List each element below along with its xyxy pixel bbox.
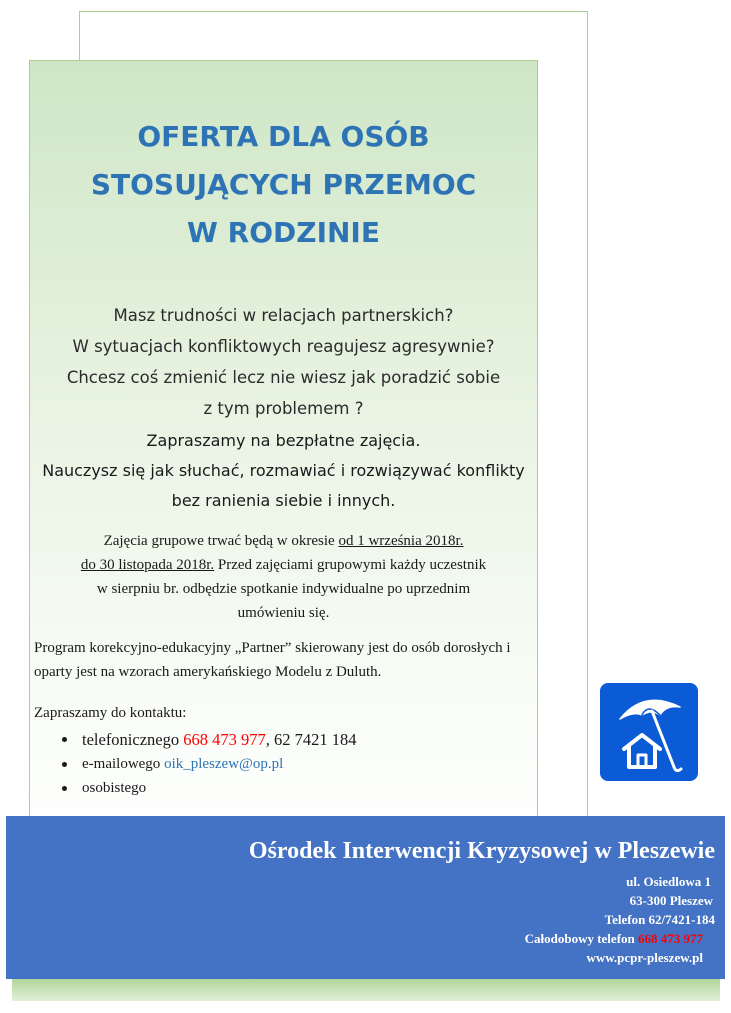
title-line-3: W RODZINIE bbox=[187, 216, 380, 249]
invitation-text bbox=[34, 426, 533, 516]
intro-line-2: W sytuacjach konfliktowych reagujesz agresywnie? bbox=[72, 337, 495, 356]
schedule-paragraph bbox=[34, 529, 533, 625]
organization-name: Ośrodek Interwencji Kryzysowej w Pleszewie bbox=[248, 838, 715, 864]
title-line-2: STOSUJĄCYCH PRZEMOC bbox=[90, 168, 477, 201]
contact-phone-item bbox=[34, 727, 534, 752]
invite-line-2: Nauczysz się jak słuchać, rozmawiać i rozwiązywać konflikty bbox=[42, 461, 525, 480]
intro-line-3: Chcesz coś zmienić lecz nie wiesz jak poradzić sobie bbox=[66, 368, 501, 387]
phone-label: telefonicznego bbox=[82, 730, 184, 749]
title-line-1: OFERTA DLA OSÓB bbox=[137, 120, 430, 153]
schedule-date-to: do 30 listopada 2018r. bbox=[80, 557, 215, 573]
intro-questions bbox=[29, 300, 538, 424]
schedule-text-4: umówieniu się. bbox=[237, 605, 330, 621]
phone-secondary-number[interactable]: 62 7421 184 bbox=[274, 730, 357, 749]
umbrella-house-icon bbox=[600, 683, 698, 781]
contact-list bbox=[34, 727, 534, 800]
invite-line-1: Zapraszamy na bezpłatne zajęcia. bbox=[146, 431, 421, 450]
footer-banner bbox=[6, 816, 725, 979]
footer-address bbox=[525, 872, 715, 967]
email-label: e-mailowego bbox=[82, 756, 165, 772]
invite-line-3: bez ranienia siebie i innych. bbox=[171, 491, 396, 510]
address-city: 63-300 Pleszew bbox=[629, 893, 713, 908]
intro-line-1: Masz trudności w relacjach partnerskich? bbox=[113, 306, 454, 325]
address-street: ul. Osiedlowa 1 bbox=[626, 874, 711, 889]
phone-primary-number[interactable]: 668 473 977 bbox=[183, 730, 266, 749]
footer-website[interactable]: www.pcpr-pleszew.pl bbox=[586, 950, 703, 965]
footer-phone: Telefon 62/7421-184 bbox=[604, 912, 715, 927]
hotline-label: Całodobowy telefon bbox=[524, 931, 638, 946]
contact-email-item bbox=[34, 752, 534, 776]
schedule-text-2: Przed zajęciami grupowymi każdy uczestnik bbox=[214, 557, 487, 573]
email-link[interactable]: oik_pleszew@op.pl bbox=[164, 756, 284, 772]
contact-heading: Zapraszamy do kontaktu: bbox=[34, 705, 187, 721]
contact-personal-item: osobistego bbox=[34, 776, 534, 800]
phone-separator: , bbox=[265, 730, 274, 749]
program-description: Program korekcyjno-edukacyjny „Partner” skierowany jest do osób dorosłych i oparty jest na wzorach amerykańskiego Modelu z Duluth. bbox=[34, 640, 511, 680]
footer-hotline bbox=[525, 929, 715, 948]
schedule-intro: Zajęcia grupowe trwać będą w okresie bbox=[103, 533, 339, 549]
schedule-date-from: od 1 września 2018r. bbox=[338, 533, 464, 549]
flyer-title bbox=[29, 113, 538, 257]
schedule-text-3: w sierpniu br. odbędzie spotkanie indywidualne po uprzednim bbox=[96, 581, 471, 597]
intro-line-4: z tym problemem ? bbox=[203, 399, 364, 418]
hotline-number[interactable]: 668 473 977 bbox=[638, 931, 703, 946]
